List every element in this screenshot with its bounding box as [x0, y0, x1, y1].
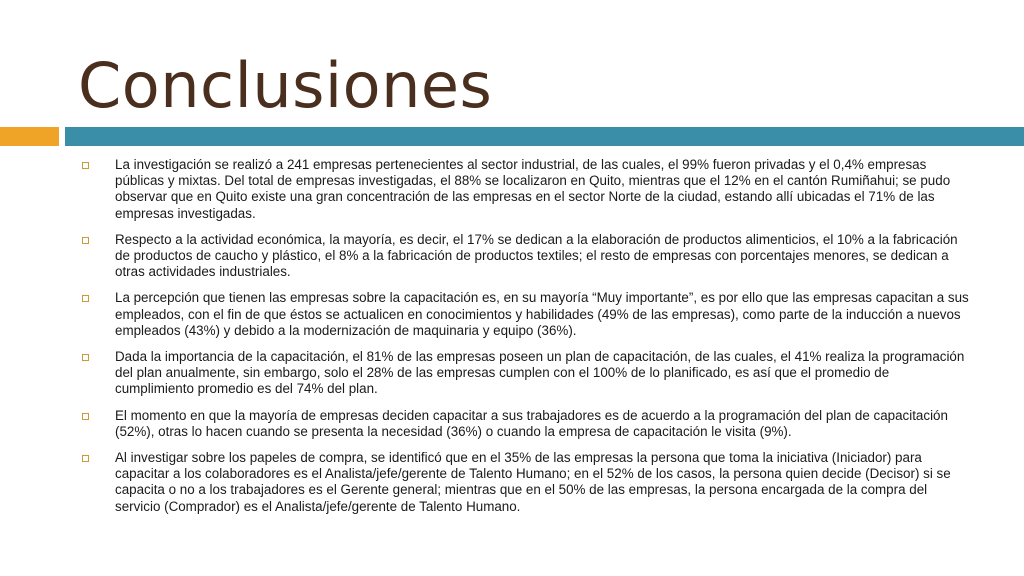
- square-bullet-icon: [82, 237, 89, 244]
- bullet-text: La investigación se realizó a 241 empresas pertenecientes al sector industrial, de las cuales, el 99% fueron privadas y el 0,4% empresas públicas y mixtas. Del total de empresas investigadas, el 88% se localizaron en Quito, mientras que el 12% en el cantón Rumiñahui; se pudo observar que en Quito existe una gran concentración de las empresas en el sector Norte de la ciudad, estando allí ubicadas el 71% de las empresas investigadas.: [115, 157, 951, 221]
- bullet-text: La percepción que tienen las empresas sobre la capacitación es, en su mayoría “Muy importante”, es por ello que las empresas capacitan a sus empleados, con el fin de que éstos se actualicen en conocimientos y habilidades (49% de las empresas), como parte de la inducción a nuevos empleados (43%) y debido a la modernización de maquinaria y equipo (36%).: [115, 290, 969, 338]
- bullet-item: [78, 349, 970, 398]
- slide-title: Conclusiones: [78, 49, 493, 122]
- bullet-item: [78, 408, 970, 440]
- accent-bar-teal: [65, 127, 1024, 146]
- accent-bar-orange: [0, 127, 59, 146]
- bullet-text: Dada la importancia de la capacitación, el 81% de las empresas poseen un plan de capacitación, de las cuales, el 41% realiza la programación del plan anualmente, sin embargo, solo el 28% de las empresas cumplen con el 100% de lo planificado, es así que el promedio de cumplimiento promedio es del 74% del plan.: [115, 349, 965, 397]
- bullet-text: Al investigar sobre los papeles de compra, se identificó que en el 35% de las empresas la persona que toma la iniciativa (Iniciador) para capacitar a los colaboradores es el Analista/jefe/gerente de Talento Humano; en el 52% de los casos, la persona quien decide (Decisor) si se capacita o no a los trabajadores es el Gerente general; mientras que en el 50% de las empresas, la persona encargada de la compra del servicio (Comprador) es el Analista/jefe/gerente de Talento Humano.: [115, 450, 951, 514]
- square-bullet-icon: [82, 455, 89, 462]
- square-bullet-icon: [82, 413, 89, 420]
- bullet-item: [78, 157, 970, 222]
- bullet-text: Respecto a la actividad económica, la mayoría, es decir, el 17% se dedican a la elaboración de productos alimenticios, el 10% a la fabricación de productos de caucho y plástico, el 8% a la fabricación de productos textiles; el resto de empresas con porcentajes menores, se dedican a otras actividades industriales.: [115, 231, 958, 280]
- bullet-text: El momento en que la mayoría de empresas deciden capacitar a sus trabajadores es de acuerdo a la programación del plan de capacitación (52%), otras lo hacen cuando se presenta la necesidad (36%) o cuando la empresa de capacitación le visita (9%).: [115, 407, 948, 439]
- square-bullet-icon: [82, 162, 89, 169]
- bullet-item: [78, 450, 970, 515]
- bullet-item: [78, 232, 970, 281]
- square-bullet-icon: [82, 295, 89, 302]
- square-bullet-icon: [82, 354, 89, 361]
- bullet-item: [78, 290, 970, 339]
- bullet-list: [78, 157, 970, 525]
